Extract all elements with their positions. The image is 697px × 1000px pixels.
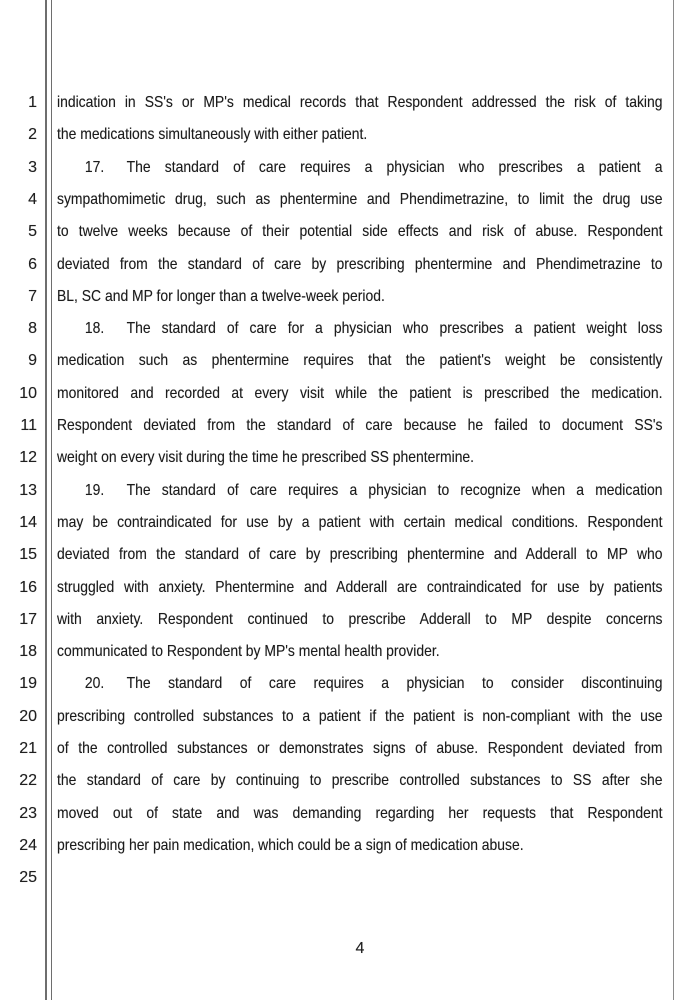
text-line: struggled with anxiety. Phentermine and Adderall are contraindicated for use by patients	[57, 578, 663, 596]
text-line: with anxiety. Respondent continued to prescribe Adderall to MP despite concerns	[57, 610, 663, 628]
line-number: 20	[19, 707, 37, 725]
document-row	[0, 701, 697, 734]
line-number: 11	[20, 417, 37, 434]
document-row	[0, 184, 697, 217]
line-number: 24	[19, 836, 37, 854]
line-number: 8	[28, 320, 37, 338]
text-line: medication such as phentermine requires that the patient's weight be consistently	[57, 352, 663, 370]
document-row	[0, 862, 697, 895]
line-number: 4	[28, 190, 37, 208]
text-line: prescribing her pain medication, which could be a sign of medication abuse.	[57, 836, 524, 854]
document-row	[0, 830, 697, 863]
text-line: BL, SC and MP for longer than a twelve-week period.	[57, 287, 385, 305]
text-line: sympathomimetic drug, such as phentermine and Phendimetrazine, to limit the drug use	[57, 190, 663, 208]
document-row	[0, 410, 697, 443]
line-number: 17	[19, 610, 37, 628]
paragraph-text: The standard of care requires a physician to consider discontinuing	[126, 675, 663, 693]
page-number: 4	[355, 940, 365, 957]
paragraph-number: 17.	[84, 158, 105, 176]
document-row	[0, 668, 697, 701]
text-line: to twelve weeks because of their potential side effects and risk of abuse. Respondent	[57, 223, 663, 241]
document-row	[0, 313, 697, 346]
document-row	[0, 119, 697, 152]
line-number: 7	[28, 287, 37, 305]
line-number: 1	[28, 94, 37, 111]
line-number: 16	[19, 578, 37, 596]
document-row	[0, 507, 697, 540]
text-line: weight on every visit during the time he prescribed SS phentermine.	[57, 449, 475, 467]
line-number: 5	[28, 223, 37, 241]
paragraph-number: 18.	[84, 320, 105, 338]
text-line	[57, 668, 663, 700]
line-number: 10	[19, 384, 37, 402]
text-line: the medications simultaneously with either patient.	[57, 126, 368, 144]
document-row	[0, 281, 697, 314]
text-line: Respondent deviated from the standard of care because he failed to document SS's	[57, 417, 663, 434]
line-number: 18	[19, 643, 37, 661]
document-row	[0, 378, 697, 411]
text-line: communicated to Respondent by MP's mental health provider.	[57, 643, 440, 661]
document-row	[0, 152, 697, 185]
line-number: 21	[19, 740, 37, 757]
text-line	[57, 475, 663, 507]
text-line: monitored and recorded at every visit while the patient is prescribed the medication.	[57, 384, 663, 402]
line-number: 2	[28, 126, 37, 144]
line-number: 19	[19, 675, 37, 693]
line-number: 6	[28, 255, 37, 273]
document-row	[0, 475, 697, 508]
document-row	[0, 345, 697, 378]
document-row	[0, 216, 697, 249]
text-line	[57, 313, 663, 345]
line-number: 25	[19, 869, 37, 887]
text-line: prescribing controlled substances to a patient if the patient is non-compliant with the use	[57, 707, 663, 725]
document-row	[0, 636, 697, 669]
text-line: moved out of state and was demanding regarding her requests that Respondent	[57, 804, 663, 822]
document-row	[0, 572, 697, 605]
text-line: the standard of care by continuing to prescribe controlled substances to SS after she	[57, 772, 663, 790]
document-row	[0, 798, 697, 831]
paragraph-text: The standard of care requires a physician to recognize when a medication	[126, 481, 663, 499]
paragraph-number: 20.	[84, 675, 105, 693]
line-number: 13	[19, 481, 37, 499]
line-number: 12	[19, 449, 37, 467]
document-row	[0, 87, 697, 120]
text-line: deviated from the standard of care by prescribing phentermine and Adderall to MP who	[57, 546, 663, 564]
text-line	[57, 152, 663, 184]
text-line: may be contraindicated for use by a patient with certain medical conditions. Respondent	[57, 513, 663, 531]
document-row	[0, 765, 697, 798]
document-row	[0, 442, 697, 475]
text-line: indication in SS's or MP's medical records that Respondent addressed the risk of taking	[57, 94, 663, 111]
line-number: 14	[19, 513, 37, 531]
line-number: 22	[19, 772, 37, 790]
paragraph-text: The standard of care requires a physician who prescribes a patient a	[126, 158, 663, 176]
paragraph-number: 19.	[84, 481, 105, 499]
line-number: 9	[28, 352, 37, 370]
document-row	[0, 604, 697, 637]
line-number: 23	[19, 804, 37, 822]
text-line: deviated from the standard of care by prescribing phentermine and Phendimetrazine to	[57, 255, 663, 273]
line-number: 3	[28, 158, 37, 176]
line-number: 15	[19, 546, 37, 564]
document-row	[0, 539, 697, 572]
document-row	[0, 249, 697, 282]
document-row	[0, 733, 697, 766]
text-line: of the controlled substances or demonstrates signs of abuse. Respondent deviated from	[57, 740, 663, 757]
paragraph-text: The standard of care for a physician who prescribes a patient weight loss	[126, 320, 663, 338]
